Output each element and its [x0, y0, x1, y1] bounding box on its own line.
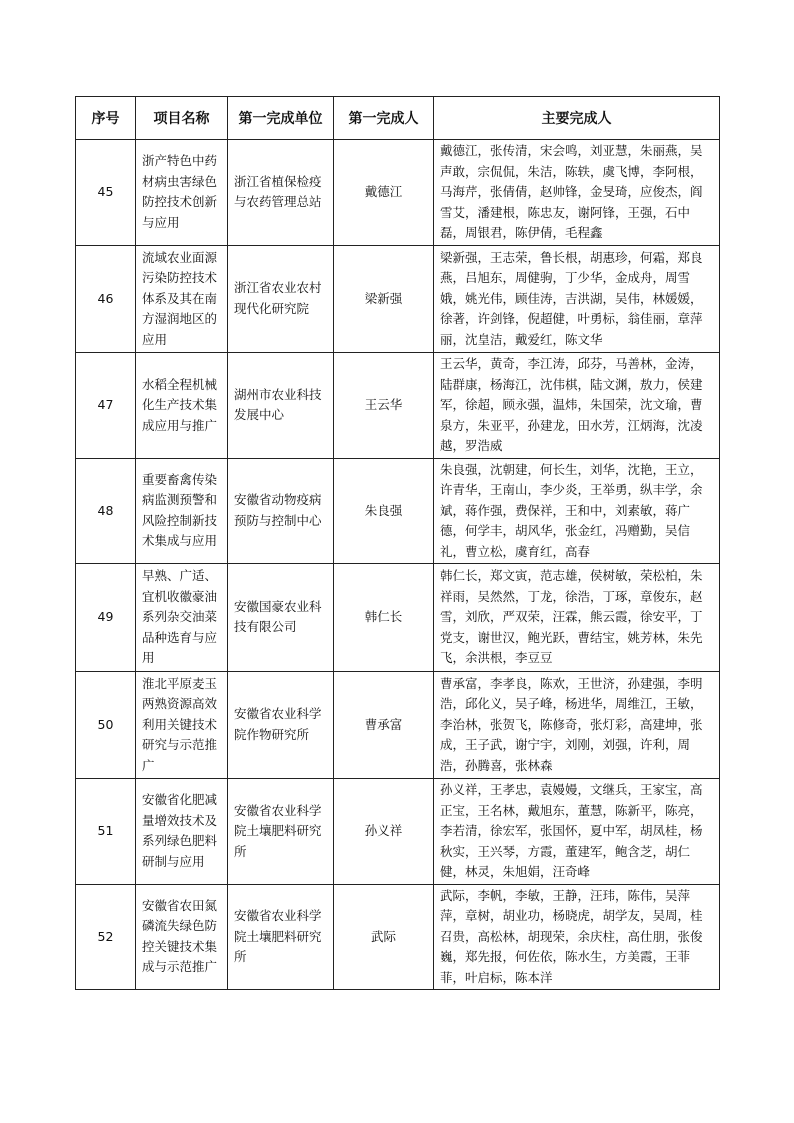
header-number: 序号	[76, 97, 136, 140]
main-members: 戴德江，张传清，宋会鸣，刘亚慧，朱丽燕，吴声敢，宗侃侃，朱洁，陈轶，虞飞博，李阿根，马海芹，张倩倩，赵帅锋，金旻琦，应俊杰，阎雪艾，潘建根，陈忠友，谢阿锋，王强，石中磊，周银君，陈伊倩，毛程鑫	[434, 140, 720, 246]
first-person: 梁新强	[334, 245, 434, 353]
first-person: 王云华	[334, 353, 434, 459]
table-row	[76, 353, 720, 459]
header-row	[76, 97, 720, 140]
first-unit: 浙江省植保检疫与农药管理总站	[228, 140, 334, 246]
project-name: 淮北平原麦玉两熟资源高效利用关键技术研究与示范推广	[136, 671, 228, 779]
row-number: 49	[76, 564, 136, 672]
row-number: 48	[76, 458, 136, 564]
project-name: 早熟、广适、宜机收徽豪油系列杂交油菜品种选育与应用	[136, 564, 228, 672]
first-unit: 安徽省农业科学院土壤肥料研究所	[228, 779, 334, 885]
main-members: 曹承富，李孝良，陈欢，王世济，孙建强，李明浩，邱化义，吴子峰，杨进华，周维江，王敏，李治林，张贺飞，陈修奇，张灯彩，高建坤，张成，王子武，谢宁宇，刘刚，刘强，许利，周浩，孙腾喜，张林森	[434, 671, 720, 779]
first-person: 戴德江	[334, 140, 434, 246]
first-person: 朱良强	[334, 458, 434, 564]
header-project-name: 项目名称	[136, 97, 228, 140]
first-person: 孙义祥	[334, 779, 434, 885]
main-members: 韩仁长，郑文寅，范志雄，侯树敏，荣松柏，朱祥雨，吴然然，丁龙，徐浩，丁琢，章俊东，赵雪，刘欣，严双荣，汪霖，熊云霞，徐安平，丁党支，谢世汉，鲍光跃，曹结宝，姚芳林，朱先飞，余洪根，李豆豆	[434, 564, 720, 672]
first-unit: 湖州市农业科技发展中心	[228, 353, 334, 459]
main-members: 梁新强，王志荣，鲁长根，胡惠珍，何霜，郑良燕，吕旭东，周健驹，丁少华，金成舟，周雪娥，姚光伟，顾佳涛，吉洪湖，吴伟，林媛媛，徐著，许剑锋，倪超健，叶勇标，翁佳丽，章萍丽，沈皇洁，戴爱红，陈文华	[434, 245, 720, 353]
table-row	[76, 458, 720, 564]
first-unit: 安徽省动物疫病预防与控制中心	[228, 458, 334, 564]
table-row	[76, 884, 720, 990]
header-main-members: 主要完成人	[434, 97, 720, 140]
main-members: 王云华，黄奇，李江涛，邱芬，马善林，金涛，陆群康，杨海江，沈伟棋，陆文渊，敖力，侯建军，徐超，顾永强，温炜，朱国荣，沈文瑜，曹泉方，朱亚平，孙建龙，田水芳，江炳海，沈凌越，罗浩威	[434, 353, 720, 459]
row-number: 46	[76, 245, 136, 353]
first-person: 曹承富	[334, 671, 434, 779]
table-row	[76, 564, 720, 672]
table-row	[76, 671, 720, 779]
header-first-person: 第一完成人	[334, 97, 434, 140]
project-name: 安徽省化肥减量增效技术及系列绿色肥料研制与应用	[136, 779, 228, 885]
row-number: 52	[76, 884, 136, 990]
header-first-unit: 第一完成单位	[228, 97, 334, 140]
main-members: 武际，李帆，李敏，王静，汪玮，陈伟，吴萍萍，章树，胡业功，杨晓虎，胡学友，吴周，桂召贵，高松林，胡现荣，余庆柱，高仕朋，张俊巍，郑先报，何佐依，陈水生，方美霞，王菲菲，叶启标，陈本洋	[434, 884, 720, 990]
first-unit: 浙江省农业农村现代化研究院	[228, 245, 334, 353]
project-name: 浙产特色中药材病虫害绿色防控技术创新与应用	[136, 140, 228, 246]
row-number: 50	[76, 671, 136, 779]
table-row	[76, 245, 720, 353]
row-number: 51	[76, 779, 136, 885]
first-unit: 安徽省农业科学院土壤肥料研究所	[228, 884, 334, 990]
project-name: 流域农业面源污染防控技术体系及其在南方湿润地区的应用	[136, 245, 228, 353]
project-name: 重要畜禽传染病监测预警和风险控制新技术集成与应用	[136, 458, 228, 564]
row-number: 47	[76, 353, 136, 459]
awards-table	[75, 96, 720, 990]
first-person: 韩仁长	[334, 564, 434, 672]
table-row	[76, 779, 720, 885]
main-members: 朱良强，沈朝建，何长生，刘华，沈艳，王立，许青华，王南山，李少炎，王举勇，纵丰学，余斌，蒋作强，费保祥，王和中，刘素敏，蒋广德，何学丰，胡风华，张金红，冯赠勤，吴信礼，曹立松，虞育红，高春	[434, 458, 720, 564]
first-unit: 安徽省农业科学院作物研究所	[228, 671, 334, 779]
main-members: 孙义祥，王孝忠，袁嫚嫚，文继兵，王家宝，高正宝，王名林，戴旭东，董慧，陈新平，陈亮，李若清，徐宏军，张国怀，夏中军，胡凤桂，杨秋实，王兴琴，方霞，董建军，鲍含芝，胡仁健，林灵，朱旭娟，汪奇峰	[434, 779, 720, 885]
first-unit: 安徽国豪农业科技有限公司	[228, 564, 334, 672]
table-row	[76, 140, 720, 246]
project-name: 水稻全程机械化生产技术集成应用与推广	[136, 353, 228, 459]
row-number: 45	[76, 140, 136, 246]
first-person: 武际	[334, 884, 434, 990]
project-name: 安徽省农田氮磷流失绿色防控关键技术集成与示范推广	[136, 884, 228, 990]
